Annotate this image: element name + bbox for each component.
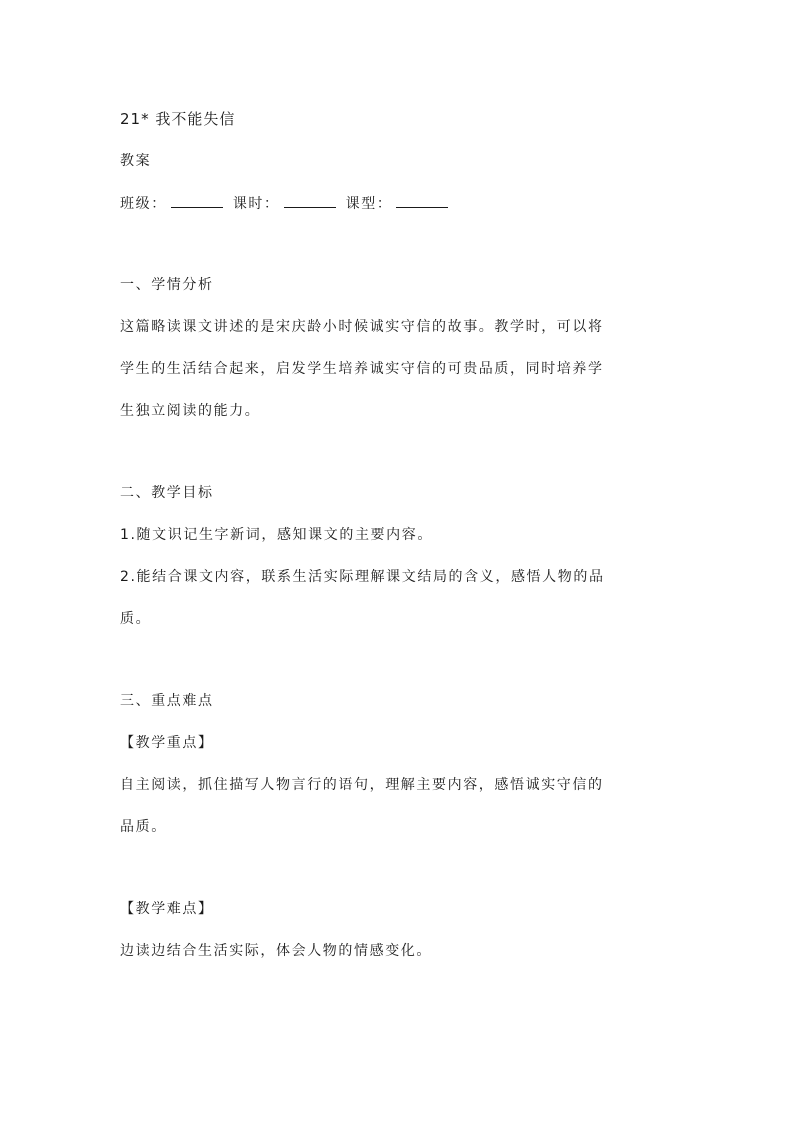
section-heading-goals: 二、教学目标 (120, 485, 214, 501)
class-label: 班级： (120, 196, 167, 212)
lesson-title: 21* 我不能失信 (120, 110, 236, 128)
goal-item-1: 1.随文识记生字新词，感知课文的主要内容。 (120, 527, 433, 543)
type-blank (396, 194, 448, 208)
section-heading-analysis: 一、学情分析 (120, 277, 214, 293)
analysis-line: 这篇略读课文讲述的是宋庆龄小时候诚实守信的故事。教学时，可以将 (120, 319, 604, 335)
section-heading-key-points: 三、重点难点 (120, 693, 214, 709)
goal-item-2-continued: 质。 (120, 611, 152, 627)
period-blank (284, 194, 336, 208)
analysis-line: 学生的生活结合起来，启发学生培养诚实守信的可贵品质，同时培养学 (120, 361, 604, 377)
goal-item-2: 2.能结合课文内容，联系生活实际理解课文结局的含义，感悟人物的品 (120, 569, 605, 585)
focus-label: 【教学重点】 (120, 735, 214, 751)
class-blank (171, 194, 223, 208)
meta-row (120, 194, 448, 213)
focus-line: 自主阅读，抓住描写人物言行的语句，理解主要内容，感悟诚实守信的 (120, 777, 604, 793)
difficulty-text: 边读边结合生活实际，体会人物的情感变化。 (120, 943, 432, 959)
type-label: 课型： (345, 196, 393, 212)
period-label: 课时： (232, 196, 280, 212)
lesson-subtitle: 教案 (120, 153, 152, 169)
difficulty-label: 【教学难点】 (120, 901, 214, 917)
focus-line: 品质。 (120, 819, 167, 835)
analysis-line: 生独立阅读的能力。 (120, 403, 261, 419)
